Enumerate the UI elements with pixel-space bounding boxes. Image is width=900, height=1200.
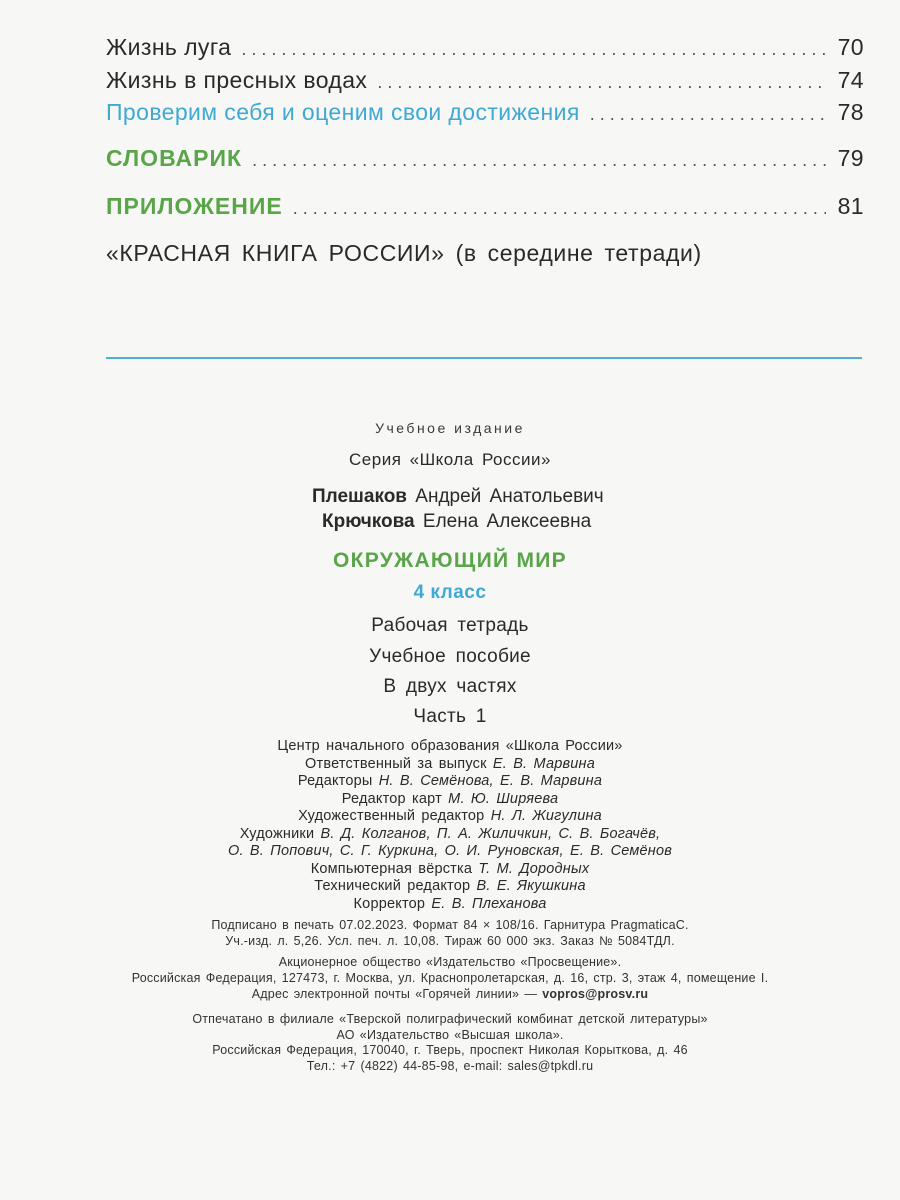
parts: В двух частях <box>383 676 517 697</box>
toc-leader-dots <box>293 198 826 219</box>
grade: 4 класс <box>413 582 487 603</box>
subject-title: ОКРУЖАЮЩИЙ МИР <box>333 549 567 572</box>
toc-leader-dots <box>252 150 826 171</box>
toc-entry-page: 81 <box>837 193 864 219</box>
toc-leader-dots <box>590 104 826 125</box>
author <box>312 486 604 508</box>
toc-entry-title: Жизнь в пресных водах <box>106 67 368 93</box>
toc-entry[interactable] <box>106 67 864 94</box>
toc-leader-dots <box>241 39 826 60</box>
toc-entry[interactable] <box>106 34 864 61</box>
toc-leader-dots <box>377 72 826 93</box>
red-book-note: «КРАСНАЯ КНИГА РОССИИ» (в середине тетради) <box>106 240 702 266</box>
toc-entry-title: Жизнь луга <box>106 34 232 60</box>
author-surname: Крючкова <box>322 511 415 532</box>
hotline-email[interactable]: vopros@prosv.ru <box>542 987 649 1001</box>
toc-entry[interactable] <box>106 145 864 172</box>
credit-line: Редактор карт М. Ю. Ширяева <box>341 790 559 807</box>
credit-line: Ответственный за выпуск Е. В. Марвина <box>305 755 595 772</box>
credit-line: Редакторы Н. В. Семёнова, Е. В. Марвина <box>297 773 603 789</box>
printer-line: Отпечатано в филиале «Тверской полиграфический комбинат детской литературы» <box>192 1012 708 1026</box>
book-kind: Учебное пособие <box>369 646 531 667</box>
toc-entry-title: ПРИЛОЖЕНИЕ <box>106 193 283 219</box>
toc-entry[interactable] <box>106 193 864 220</box>
toc-entry-title: СЛОВАРИК <box>106 145 243 171</box>
credit-line: Центр начального образования «Школа России» <box>277 738 623 754</box>
printer-line: Тел.: +7 (4822) 44-85-98, e-mail: sales@tpkdl.ru <box>306 1058 594 1073</box>
author-surname: Плешаков <box>312 486 407 507</box>
toc-entry-page: 70 <box>837 34 864 60</box>
printer-line: АО «Издательство «Высшая школа». <box>336 1027 564 1042</box>
divider-line <box>106 357 862 359</box>
credit-line: Корректор Е. В. Плеханова <box>353 895 547 912</box>
hotline-label: Адрес электронной почты «Горячей линии» — <box>251 987 538 1001</box>
hotline <box>0 987 900 1003</box>
credits <box>0 738 900 913</box>
toc-entry-title: Проверим себя и оценим свои достижения <box>106 99 580 125</box>
toc-entry[interactable] <box>106 99 864 126</box>
edition-type: Учебное издание <box>375 420 525 436</box>
toc-entry-page: 79 <box>837 145 864 171</box>
author <box>322 511 591 533</box>
credit-line: Технический редактор В. Е. Якушкина <box>314 878 586 894</box>
publisher-info <box>0 955 900 986</box>
credit-line: Художники В. Д. Колганов, П. А. Жиличкин, С. В. Богачёв, <box>239 825 661 842</box>
publisher-line: Акционерное общество «Издательство «Просвещение». <box>278 955 622 969</box>
printer-info <box>0 1012 900 1074</box>
author-name: Елена Алексеевна <box>422 511 592 532</box>
series: Серия «Школа России» <box>349 450 551 469</box>
publisher-line: Российская Федерация, 127473, г. Москва, ул. Краснопролетарская, д. 16, стр. 3, этаж 4, помещение I. <box>131 970 769 985</box>
print-info-line: Уч.-изд. л. 5,26. Усл. печ. л. 10,08. Тираж 60 000 экз. Заказ № 5084ТДЛ. <box>225 933 675 948</box>
print-info-line: Подписано в печать 07.02.2023. Формат 84 × 108/16. Гарнитура PragmaticaC. <box>211 918 689 932</box>
printer-line: Российская Федерация, 170040, г. Тверь, проспект Николая Корыткова, д. 46 <box>212 1043 688 1057</box>
part-number: Часть 1 <box>413 706 487 727</box>
toc-entry-page: 74 <box>837 67 864 93</box>
print-info <box>0 918 900 949</box>
credit-line: Компьютерная вёрстка Т. М. Дородных <box>310 860 590 877</box>
author-name: Андрей Анатольевич <box>415 486 604 507</box>
credit-line: О. В. Попович, С. Г. Куркина, О. И. Руновская, Е. В. Семёнов <box>228 843 672 859</box>
toc-entry-page: 78 <box>837 99 864 125</box>
credit-line: Художественный редактор Н. Л. Жигулина <box>298 808 602 824</box>
book-type: Рабочая тетрадь <box>371 615 529 636</box>
